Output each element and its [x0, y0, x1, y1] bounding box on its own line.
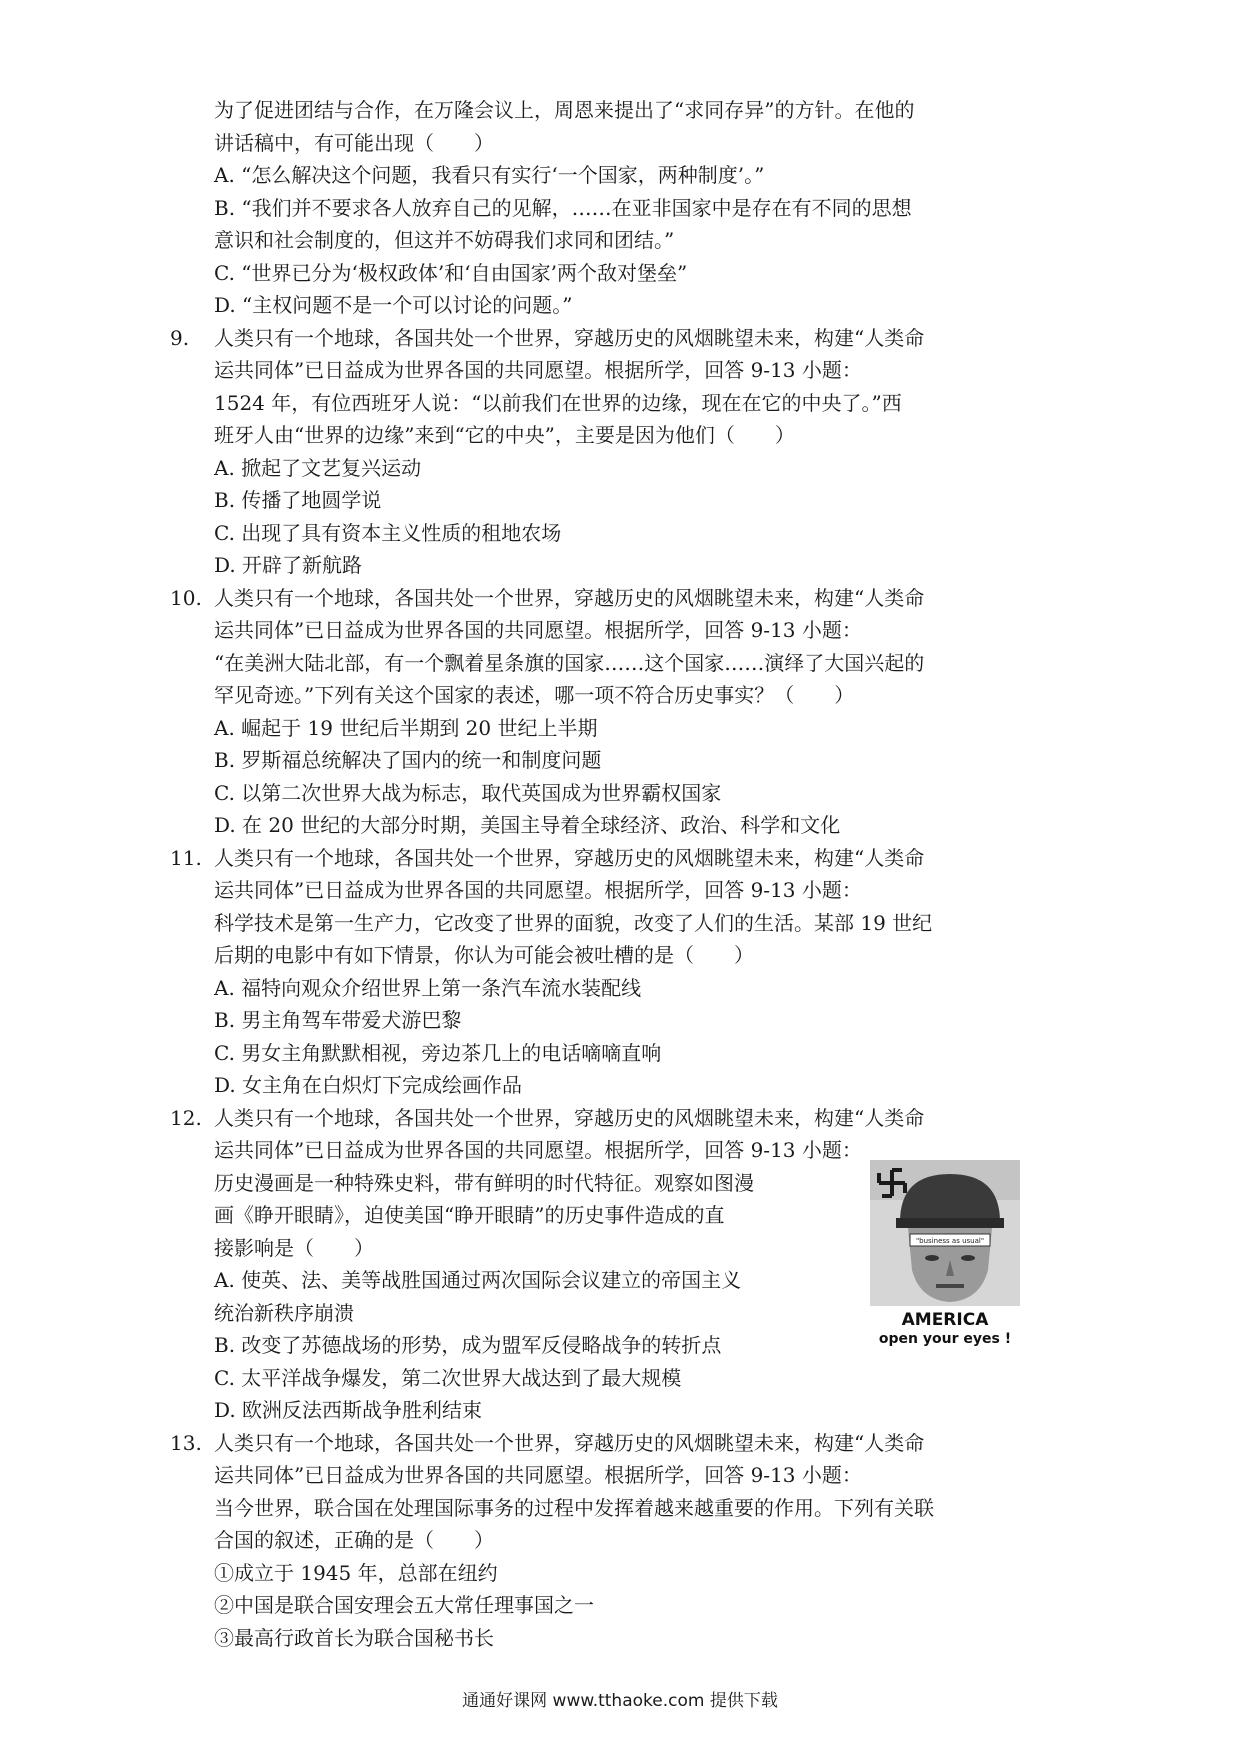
option-b: B. “我们并不要求各人放弃自己的见解，……在亚非国家中是存在有不同的思想	[214, 195, 912, 220]
option-a: A. 掀起了文艺复兴运动	[214, 455, 422, 480]
stem-line: 后期的电影中有如下情景，你认为可能会被吐槽的是（ ）	[214, 943, 754, 967]
question-13	[170, 1427, 1044, 1655]
stem-line: 运共同体”已日益成为世界各国的共同愿望。根据所学，回答 9-13 小题：	[214, 1463, 862, 1487]
option-d: D. 女主角在白炽灯下完成绘画作品	[214, 1073, 523, 1097]
option-a: A. 使英、法、美等战胜国通过两次国际会议建立的帝国主义	[214, 1268, 742, 1292]
option-c: C. 出现了具有资本主义性质的租地农场	[214, 520, 562, 545]
stem-line: 运共同体”已日益成为世界各国的共同愿望。根据所学，回答 9-13 小题：	[214, 358, 862, 382]
option-d: D. 开辟了新航路	[214, 553, 363, 577]
question-11	[170, 842, 1044, 1102]
question-9	[170, 322, 1044, 582]
cartoon-title: AMERICA	[901, 1310, 989, 1330]
stem-line: 人类只有一个地球，各国共处一个世界，穿越历史的风烟眺望未来，构建“人类命	[214, 325, 925, 350]
statement-1: ①成立于 1945 年，总部在纽约	[214, 1560, 498, 1585]
stem-line: 画《睁开眼睛》，迫使美国“睁开眼睛”的历史事件造成的直	[214, 1203, 725, 1227]
question-8-continued	[214, 94, 1044, 322]
option-b: B. 男主角驾车带爱犬游巴黎	[214, 1008, 462, 1032]
question-list	[170, 94, 1044, 1654]
question-number: 13.	[170, 1430, 202, 1455]
option-c: C. 男女主角默默相视，旁边茶几上的电话嘀嘀直响	[214, 1040, 662, 1065]
question-number: 10.	[170, 585, 202, 610]
stem-line: 接影响是（ ）	[214, 1235, 374, 1260]
option-a-cont: 统治新秩序崩溃	[214, 1300, 354, 1325]
cartoon-image	[870, 1160, 1020, 1350]
question-10	[170, 582, 1044, 842]
option-c: C. 以第二次世界大战为标志，取代英国成为世界霸权国家	[214, 780, 722, 805]
option-d: D. 欧洲反法西斯战争胜利结束	[214, 1398, 483, 1422]
question-number: 12.	[170, 1105, 202, 1130]
option-c: C. 太平洋战争爆发，第二次世界大战达到了最大规模	[214, 1365, 682, 1390]
stem-line: 1524 年，有位西班牙人说：“以前我们在世界的边缘，现在在它的中央了。”西	[214, 390, 902, 415]
stem-line: 为了促进团结与合作，在万隆会议上，周恩来提出了“求同存异”的方针。在他的	[214, 98, 915, 122]
stem-line: 运共同体”已日益成为世界各国的共同愿望。根据所学，回答 9-13 小题：	[214, 878, 862, 902]
cartoon-subtitle: open your eyes !	[878, 1331, 1012, 1347]
option-a: A. 福特向观众介绍世界上第一条汽车流水装配线	[214, 975, 642, 1000]
stem-line: 人类只有一个地球，各国共处一个世界，穿越历史的风烟眺望未来，构建“人类命	[214, 845, 925, 870]
stem-line: 班牙人由“世界的边缘”来到“它的中央”，主要是因为他们（ ）	[214, 423, 795, 447]
stem-line: 运共同体”已日益成为世界各国的共同愿望。根据所学，回答 9-13 小题：	[214, 618, 862, 642]
option-d: D. “主权问题不是一个可以讨论的问题。”	[214, 293, 573, 317]
statement-3: ③最高行政首长为联合国秘书长	[214, 1625, 494, 1650]
option-b-cont: 意识和社会制度的，但这并不妨碍我们求同和团结。”	[214, 228, 675, 252]
question-number: 9.	[170, 325, 190, 350]
stem-line: 当今世界，联合国在处理国际事务的过程中发挥着越来越重要的作用。下列有关联	[214, 1495, 934, 1520]
option-b: B. 传播了地圆学说	[214, 488, 382, 512]
stem-line: 历史漫画是一种特殊史料，带有鲜明的时代特征。观察如图漫	[214, 1170, 754, 1195]
option-b: B. 罗斯福总统解决了国内的统一和制度问题	[214, 748, 602, 772]
stem-line: 人类只有一个地球，各国共处一个世界，穿越历史的风烟眺望未来，构建“人类命	[214, 585, 925, 610]
helmet-caption: "business as usual"	[915, 1237, 985, 1245]
stem-line: 科学技术是第一生产力，它改变了世界的面貌，改变了人们的生活。某部 19 世纪	[214, 910, 933, 935]
page-footer: 通通好课网 www.tthaoke.com 提供下载	[462, 1691, 778, 1711]
stem-line: 人类只有一个地球，各国共处一个世界，穿越历史的风烟眺望未来，构建“人类命	[214, 1105, 925, 1130]
stem-line: 罕见奇迹。”下列有关这个国家的表述，哪一项不符合历史事实？（ ）	[214, 683, 855, 707]
option-a: A. “怎么解决这个问题，我看只有实行‘一个国家，两种制度’。”	[214, 163, 765, 187]
question-number: 11.	[170, 845, 202, 870]
stem-line: 人类只有一个地球，各国共处一个世界，穿越历史的风烟眺望未来，构建“人类命	[214, 1430, 925, 1455]
option-a: A. 崛起于 19 世纪后半期到 20 世纪上半期	[214, 715, 598, 740]
stem-line: 合国的叙述，正确的是（ ）	[214, 1528, 494, 1552]
option-c: C. “世界已分为‘极权政体’和‘自由国家’两个敌对堡垒”	[214, 260, 688, 285]
stem-line: 讲话稿中，有可能出现（ ）	[214, 130, 494, 155]
option-d: D. 在 20 世纪的大部分时期，美国主导着全球经济、政治、科学和文化	[214, 813, 841, 837]
statement-2: ②中国是联合国安理会五大常任理事国之一	[214, 1593, 594, 1617]
option-b: B. 改变了苏德战场的形势，成为盟军反侵略战争的转折点	[214, 1333, 722, 1357]
stem-line: “在美洲大陆北部，有一个飘着星条旗的国家……这个国家……演绎了大国兴起的	[214, 650, 925, 675]
stem-line: 运共同体”已日益成为世界各国的共同愿望。根据所学，回答 9-13 小题：	[214, 1138, 862, 1162]
